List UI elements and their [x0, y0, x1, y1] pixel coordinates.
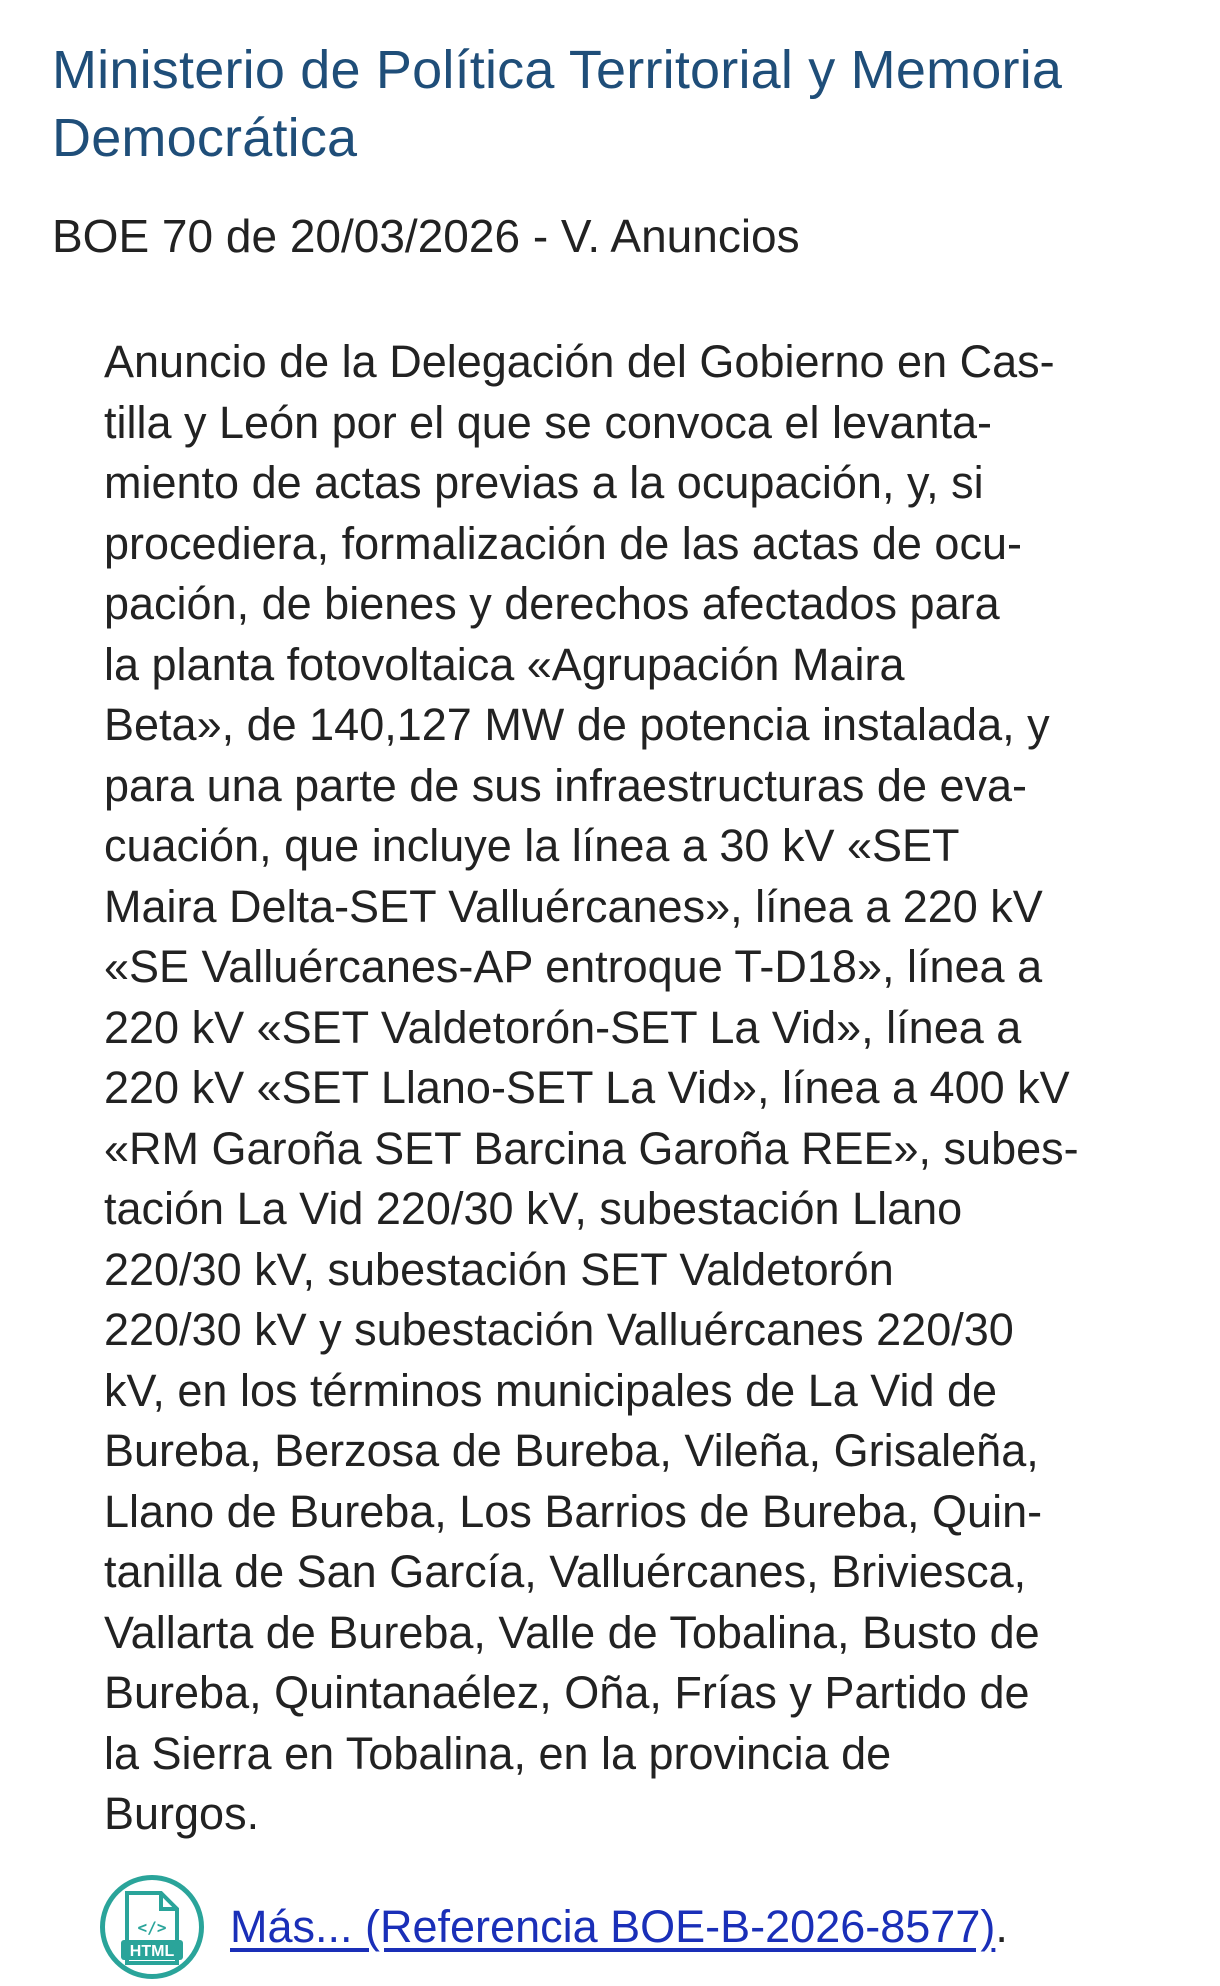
announcement-line: tilla y León por el que se convoca el levanta-: [104, 396, 993, 448]
announcement-line: Vallarta de Bureba, Valle de Tobalina, Busto de: [104, 1606, 1040, 1658]
ministry-title-line-2: Democrática: [52, 108, 358, 168]
announcement-line: kV, en los términos municipales de La Vid de: [104, 1364, 998, 1416]
announcement-line: 220/30 kV, subestación SET Valdetorón: [104, 1243, 894, 1295]
announcement-line: Maira Delta-SET Valluércanes», línea a 220 kV: [104, 880, 1043, 932]
announcement-line: miento de actas previas a la ocupación, y, si: [104, 457, 984, 508]
announcement-line: pación, de bienes y derechos afectados para: [104, 578, 1000, 629]
announcement-line: procediera, formalización de las actas de ocu-: [104, 517, 1022, 569]
svg-text:</>: </>: [137, 1918, 167, 1937]
announcement-line: 220 kV «SET Llano-SET La Vid», línea a 400 kV: [104, 1062, 1070, 1113]
html-file-icon-graphic: [121, 1890, 183, 1966]
announcement-line: «SE Valluércanes-AP entroque T-D18», línea a: [104, 941, 1043, 992]
announcement-line: Llano de Bureba, Los Barrios de Bureba, Quin-: [104, 1485, 1043, 1537]
announcement-line: cuación, que incluye la línea a 30 kV «SET: [104, 820, 960, 871]
announcement-line: tación La Vid 220/30 kV, subestación Llano: [104, 1183, 963, 1234]
announcement-line: Bureba, Quintanaélez, Oña, Frías y Partido de: [104, 1667, 1030, 1718]
ministry-title-line-1: Ministerio de Política Territorial y Memoria: [52, 40, 1063, 100]
more-reference-link[interactable]: Más... (Referencia BOE-B-2026-8577): [230, 1901, 996, 1952]
more-info-row: [100, 1872, 1008, 1982]
announcement-line: Bureba, Berzosa de Bureba, Vileña, Grisaleña,: [104, 1425, 1039, 1476]
announcement-line: «RM Garoña SET Barcina Garoña REE», subes-: [104, 1122, 1079, 1174]
announcement-line: Beta», de 140,127 MW de potencia instalada, y: [104, 699, 1050, 750]
ministry-title: [52, 36, 1182, 172]
announcement-text: [104, 332, 1164, 1845]
announcement-line: Anuncio de la Delegación del Gobierno en Cas-: [104, 336, 1055, 387]
announcement-line: 220/30 kV y subestación Valluércanes 220/30: [104, 1304, 1014, 1355]
announcement-line: Burgos.: [104, 1788, 260, 1839]
announcement-line: la planta fotovoltaica «Agrupación Maira: [104, 638, 905, 690]
boe-issue-section: BOE 70 de 20/03/2026 - V. Anuncios: [52, 210, 800, 262]
html-file-icon[interactable]: [100, 1875, 204, 1979]
svg-text:HTML: HTML: [129, 1943, 175, 1960]
announcement-line: la Sierra en Tobalina, en la provincia de: [104, 1727, 892, 1779]
announcement-line: tanilla de San García, Valluércanes, Briviesca,: [104, 1546, 1027, 1597]
page-header: [52, 36, 1182, 172]
more-link-trailing-period: .: [995, 1901, 1008, 1952]
announcement-line: 220 kV «SET Valdetorón-SET La Vid», línea a: [104, 1001, 1022, 1053]
announcement-line: para una parte de sus infraestructuras de eva-: [104, 759, 1028, 811]
